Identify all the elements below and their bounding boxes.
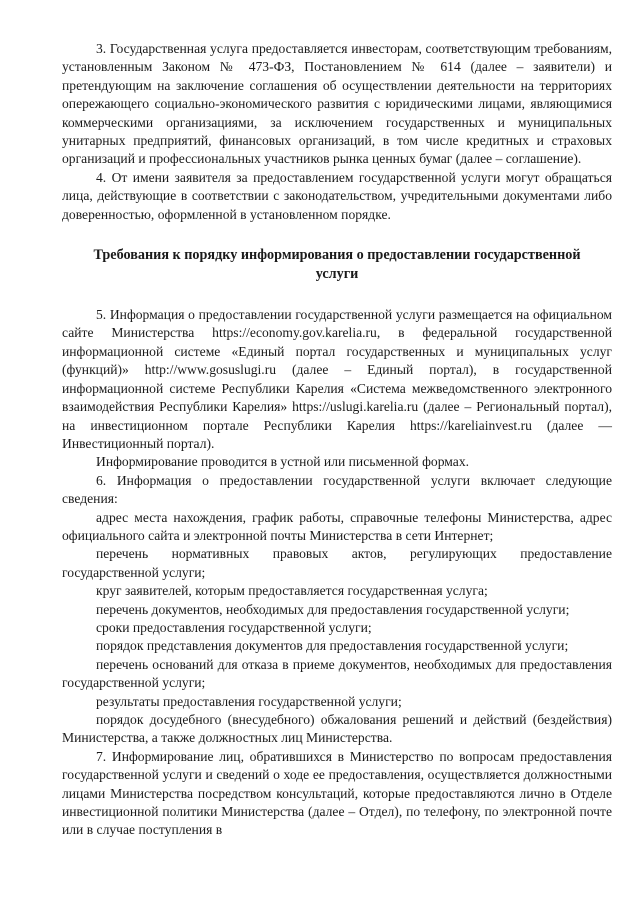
- list-item-submission-order: порядок представления документов для предоставления государственной услуги;: [96, 638, 569, 654]
- paragraph-6: 6. Информация о предоставлении государственной услуги включает следующие сведения:: [62, 472, 612, 507]
- list-item-results: результаты предоставления государственной услуги;: [96, 693, 402, 709]
- list-item-documents: перечень документов, необходимых для предоставления государственной услуги;: [96, 601, 570, 617]
- list-item-legal-acts: перечень нормативных правовых актов, регулирующих предоставление государственной услуги;: [62, 546, 612, 580]
- paragraph-5: 5. Информация о предоставлении государственной услуги размещается на официальном сайте Министерства https://economy.gov.karelia.ru, в федеральной государственной информационной системе «Единый портал государственных и муниципальных услуг (функций)» http://www.gosuslugi.ru (далее – Единый портал), в государственной информационной системе Республики Карелия «Система межведомственного электронного взаимодействия Республики Карелия» https://uslugi.karelia.ru (далее – Региональный портал), на инвестиционном портале Республики Карелия https://kareliainvest.ru (далее — Инвестиционный портал).: [62, 307, 612, 451]
- list-item-address: адрес места нахождения, график работы, справочные телефоны Министерства, адрес официального сайта и электронной почты Министерства в сети Интернет;: [62, 509, 612, 543]
- paragraph-7: 7. Информирование лиц, обратившихся в Министерство по вопросам предоставления государственной услуги и сведений о ходе ее предоставления, осуществляется должностными лицами Министерства посредством консультаций, которые предоставляются лично в Отделе инвестиционной политики Министерства (далее – Отдел), по телефону, по электронной почте или в случае поступления в: [62, 748, 612, 838]
- list-item-refusal-grounds: перечень оснований для отказа в приеме документов, необходимых для предоставления государственной услуги;: [62, 656, 612, 691]
- list-item-appeal-order: порядок досудебного (внесудебного) обжалования решений и действий (бездействия) Министерства, а также должностных лиц Министерства.: [62, 712, 612, 746]
- paragraph-informing-forms: Информирование проводится в устной или письменной формах.: [96, 454, 470, 470]
- section-heading: Требования к порядку информирования о предоставлении государственной услуги: [93, 247, 581, 283]
- paragraph-4: 4. От имени заявителя за предоставлением государственной услуги могут обращаться лица, действующие в соответствии с законодательством, учредительными документами либо доверенностью, оформленной в установленном порядке.: [62, 169, 612, 222]
- paragraph-3: 3. Государственная услуга предоставляется инвесторам, соответствующим требованиям, установленным Законом № 473-ФЗ, Постановлением № 614 (далее – заявители) и претендующим на заключение соглашения об осуществлении деятельности на территориях опережающего социально-экономического развития с юридическими лицами, являющимися коммерческими организациями, за исключением государственных и муниципальных унитарных предприятий, финансовых организаций, в том числе кредитных и страховых организаций и профессиональных участников рынка ценных бумаг (далее – соглашение).: [62, 41, 612, 167]
- list-item-terms: сроки предоставления государственной услуги;: [96, 619, 372, 635]
- list-item-applicants: круг заявителей, которым предоставляется государственная услуга;: [96, 583, 488, 599]
